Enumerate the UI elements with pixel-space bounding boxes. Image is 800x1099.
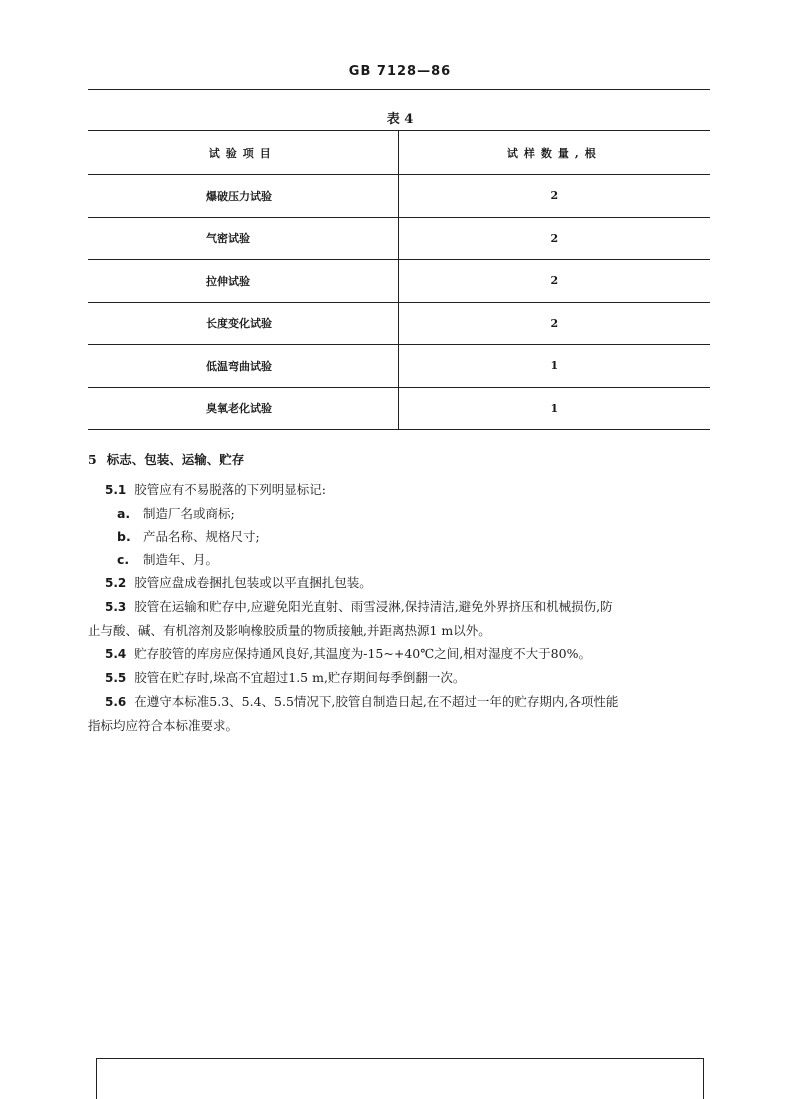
clause-5-2	[88, 571, 712, 595]
sample-count-cell: 2	[398, 260, 710, 303]
list-item	[88, 548, 712, 571]
table-row	[88, 302, 710, 345]
test-item-cell: 长度变化试验	[88, 302, 398, 345]
clause-5-4	[88, 642, 712, 666]
sample-count-cell: 2	[398, 175, 710, 218]
list-item-text: 制造厂名或商标;	[143, 506, 235, 521]
section-heading	[88, 448, 712, 471]
clause-text: 胶管应盘成卷捆扎包装或以平直捆扎包装。	[134, 575, 372, 590]
list-item	[88, 525, 712, 548]
clause-number: 5.5	[105, 671, 127, 685]
sample-quantity-table	[88, 130, 710, 430]
test-item-cell: 低温弯曲试验	[88, 345, 398, 388]
sample-count-cell: 1	[398, 345, 710, 388]
section-number: 5	[88, 452, 97, 467]
list-item-label: a.	[117, 506, 131, 521]
test-item-cell: 气密试验	[88, 217, 398, 260]
list-item-label: c.	[117, 552, 130, 567]
footer-box	[96, 1058, 704, 1099]
clause-text: 胶管应有不易脱落的下列明显标记:	[134, 482, 326, 497]
clause-text: 贮存胶管的库房应保持通风良好,其温度为-15~+40℃之间,相对湿度不大于80%。	[134, 646, 591, 661]
clause-5-3-continued: 止与酸、碱、有机溶剂及影响橡胶质量的物质接触,并距离热源1 m以外。	[88, 623, 491, 638]
column-header-test-item: 试验项目	[88, 131, 398, 175]
table-row	[88, 387, 710, 430]
list-item-label: b.	[117, 529, 131, 544]
table-row	[88, 260, 710, 303]
standard-number-header: GB 7128—86	[348, 64, 452, 79]
sample-count-cell: 2	[398, 302, 710, 345]
clause-number: 5.2	[105, 576, 127, 590]
clause-5-6-continued: 指标均应符合本标准要求。	[88, 718, 239, 733]
clause-number: 5.6	[105, 695, 127, 709]
clause-text: 在遵守本标准5.3、5.4、5.5情况下,胶管自制造日起,在不超过一年的贮存期内,各项性能	[134, 694, 619, 709]
table-row	[88, 175, 710, 218]
table-header-row	[88, 131, 710, 175]
section-title: 标志、包装、运输、贮存	[106, 452, 245, 467]
list-item	[88, 502, 712, 525]
list-item-text: 产品名称、规格尺寸;	[143, 529, 260, 544]
section-5-content	[88, 448, 712, 737]
table-row	[88, 345, 710, 388]
clause-text: 胶管在运输和贮存中,应避免阳光直射、雨雪浸淋,保持清洁,避免外界挤压和机械损伤,防	[134, 599, 613, 614]
table-row	[88, 217, 710, 260]
clause-5-1	[88, 478, 712, 502]
sample-count-cell: 1	[398, 387, 710, 430]
table-title: 表 4	[386, 112, 414, 127]
clause-5-6	[88, 690, 712, 714]
clause-number: 5.3	[105, 600, 127, 614]
list-item-text: 制造年、月。	[143, 552, 219, 567]
clause-number: 5.1	[105, 483, 127, 497]
test-item-cell: 臭氧老化试验	[88, 387, 398, 430]
clause-5-5	[88, 666, 712, 690]
test-item-cell: 爆破压力试验	[88, 175, 398, 218]
column-header-sample-count: 试样数量,根	[398, 131, 710, 175]
sample-count-cell: 2	[398, 217, 710, 260]
clause-5-3	[88, 595, 712, 619]
clause-text: 胶管在贮存时,垛高不宜超过1.5 m,贮存期间每季倒翻一次。	[134, 670, 466, 685]
header-rule	[88, 89, 710, 90]
clause-number: 5.4	[105, 647, 127, 661]
test-item-cell: 拉伸试验	[88, 260, 398, 303]
